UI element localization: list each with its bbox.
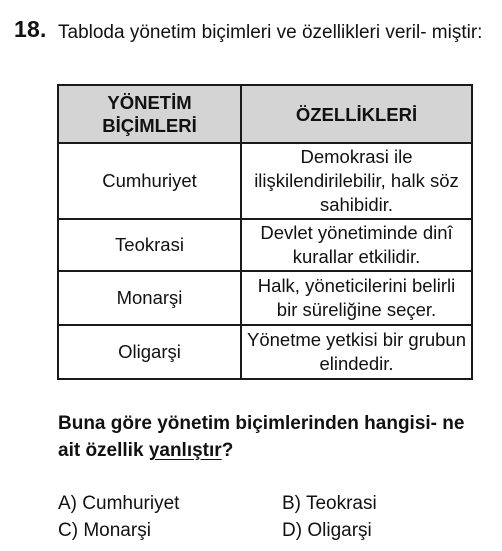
table-row (58, 143, 472, 219)
feature-cell: Demokrasi ile ilişkilendirilebilir, halk söz sahibidir. (241, 143, 472, 219)
option-b[interactable] (282, 492, 498, 516)
option-letter: D) (282, 520, 303, 541)
form-cell: Oligarşi (58, 325, 241, 379)
question-prompt (58, 19, 488, 46)
form-cell: Monarşi (58, 271, 241, 325)
option-text: Cumhuriyet (82, 493, 180, 514)
option-a[interactable] (58, 492, 282, 516)
stem-end: ? (221, 440, 234, 461)
option-c[interactable] (58, 519, 282, 543)
form-cell: Cumhuriyet (58, 143, 241, 219)
stem-text: Buna göre yönetim biçimlerinden hangisi- ne ait özellik (58, 413, 465, 461)
header-features: ÖZELLİKLERİ (241, 85, 472, 143)
answer-options (58, 492, 498, 543)
question-number: 18. (14, 16, 47, 42)
governance-table (57, 84, 473, 380)
option-d[interactable] (282, 519, 498, 543)
table-row (58, 325, 472, 379)
feature-cell: Devlet yönetiminde dinî kurallar etkilidir. (241, 219, 472, 271)
option-text: Oligarşi (307, 520, 372, 541)
stem-emphasis: yanlıştır (148, 440, 222, 461)
table-row (58, 271, 472, 325)
option-text: Teokrasi (305, 493, 377, 514)
option-letter: B) (282, 493, 301, 514)
option-letter: A) (58, 493, 77, 514)
question-stem (58, 410, 478, 464)
feature-cell: Halk, yöneticilerini belirli bir süreliğine seçer. (241, 271, 472, 325)
header-governance-forms: YÖNETİM BİÇİMLERİ (58, 85, 241, 143)
table-header-row (58, 85, 472, 143)
option-letter: C) (58, 520, 79, 541)
option-text: Monarşi (83, 520, 151, 541)
table-row (58, 219, 472, 271)
form-cell: Teokrasi (58, 219, 241, 271)
prompt-text: Tabloda yönetim biçimleri ve özellikleri veril- miştir: (58, 22, 483, 43)
feature-cell: Yönetme yetkisi bir grubun elindedir. (241, 325, 472, 379)
